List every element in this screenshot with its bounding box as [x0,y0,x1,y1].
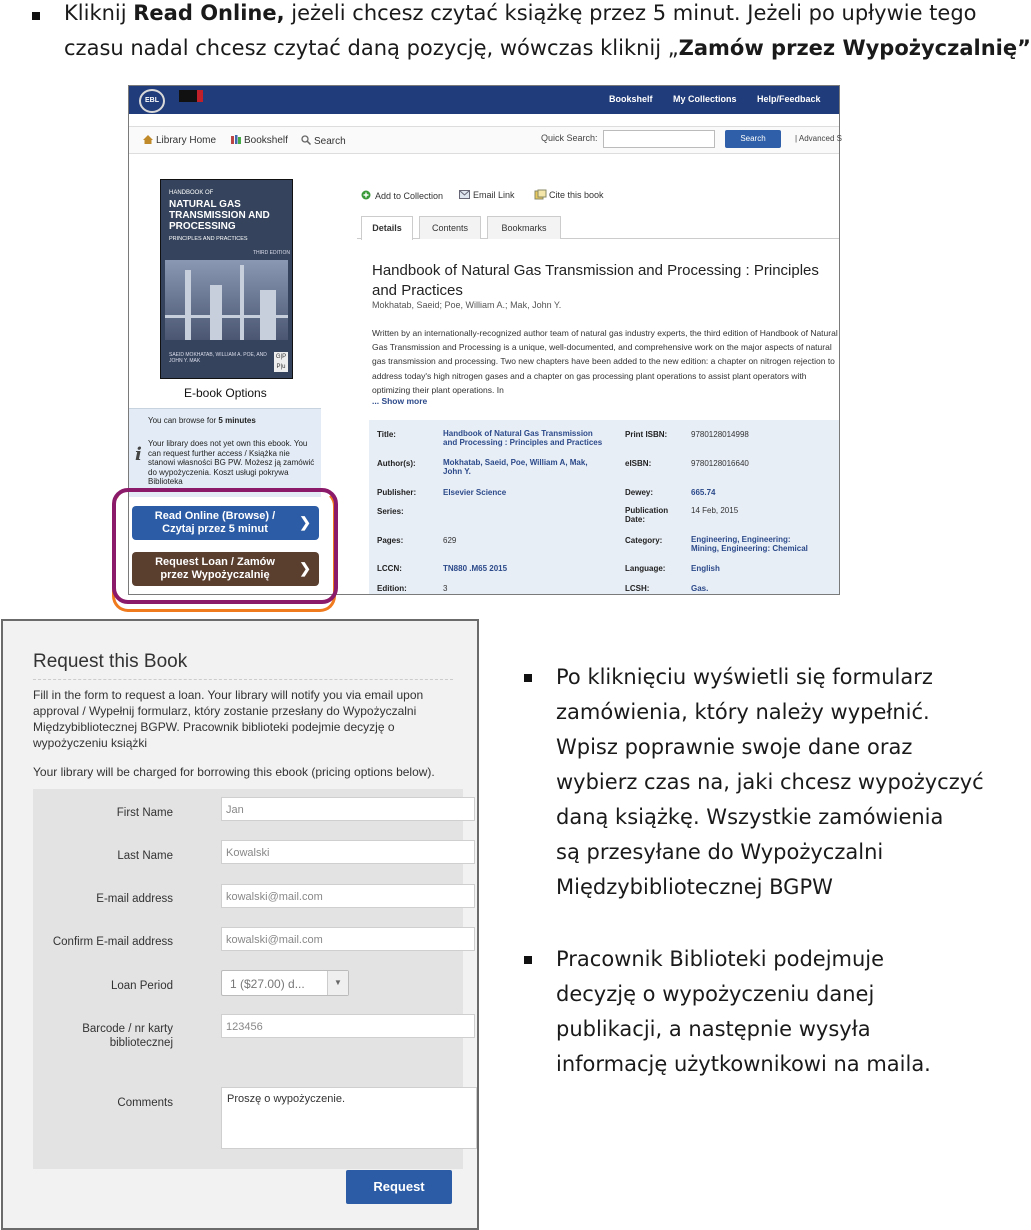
add-icon [361,190,371,199]
paragraph-line: Międzybibliotecznej BGPW [556,875,833,899]
meta-value-pub-date: 14 Feb, 2015 [691,506,739,515]
bookshelf-icon [231,135,240,144]
ebook-options-title: E-book Options [184,386,267,400]
first-name-label: First Name [116,807,173,819]
ebl-top-bar [129,86,839,114]
quick-search-input[interactable] [603,130,715,148]
meta-value-eisbn: 9780128016640 [691,459,749,468]
nav-label: Library Home [156,135,217,146]
meta-value-lcsh[interactable]: Gas. [691,584,709,593]
paragraph-line: Wpisz poprawnie swoje dane oraz [556,735,913,759]
email-icon [459,190,469,199]
email-label: E-mail address [96,893,173,905]
book-authors: Mokhatab, Saeid; Poe, William A.; Mak, John Y. [372,300,562,310]
meta-key: Language: [625,564,666,573]
bullet-marker [524,674,532,682]
highlight-ring-purple [112,488,338,604]
nav-search[interactable] [301,135,346,147]
meta-key: Series: [377,507,404,516]
meta-key: Dewey: [625,488,654,497]
request-form-title: Request this Book [33,651,188,672]
last-name-field[interactable]: Kowalski [221,840,475,864]
paragraph-line: daną książkę. Wszystkie zamówienia [556,805,944,829]
quick-search-label: Quick Search: [541,133,598,143]
meta-key: LCSH: [625,584,650,593]
paragraph-line: informację użytkownikowi na maila. [556,1052,931,1076]
meta-value-language[interactable]: English [691,564,720,573]
intro-line-1 [64,0,977,31]
book-metadata-table [369,420,839,594]
action-label: Cite this book [549,190,604,200]
advanced-search-link[interactable]: | Advanced S [795,134,842,143]
barcode-field[interactable]: 123456 [221,1014,475,1038]
loan-period-select[interactable] [221,970,349,996]
paragraph-line: decyzję o wypożyczeniu danej [556,982,875,1006]
request-loan-label: Request Loan / Zamów przez Wypożyczalnię [155,556,275,581]
charge-notice: Your library will be charged for borrowing this ebook (pricing options below). [33,765,435,779]
request-form-screenshot [1,619,479,1230]
request-form-intro: Fill in the form to request a loan. Your library will notify you via email upon approval / Wypełnij formularz, który zostanie przesłany do Wypożyczalni Międzybibliotecznej BGPW. Pracownik biblioteki podejmie decyzję o wypożyczeniu książki [33,688,424,750]
meta-key: eISBN: [625,459,652,468]
last-name-label: Last Name [117,850,173,862]
form-panel [33,789,463,1169]
nav-library-home[interactable] [143,135,216,146]
top-link-bookshelf[interactable]: Bookshelf [609,94,653,104]
meta-key: Category: [625,536,663,545]
barcode-label: Barcode / nr karty bibliotecznej [82,1023,173,1049]
meta-value-authors [443,458,588,476]
email-link[interactable] [459,190,515,200]
meta-value-publisher[interactable]: Elsevier Science [443,488,507,497]
intro-text: jeżeli chcesz czytać książkę przez 5 minut. Jeżeli po upływie tego [284,1,977,25]
meta-value-lccn[interactable]: TN880 .M65 2015 [443,564,508,573]
cover-authors: SAEID MOKHATAB, WILLIAM A. POE, AND JOHN Y. MAK [169,352,267,364]
book-title: Handbook of Natural Gas Transmission and Processing : Principles and Practices [372,262,819,299]
meta-line: and Processing : Principles and Practices [443,438,603,447]
chevron-down-icon: ▼ [327,971,348,995]
intro-bold-read-online: Read Online, [133,1,285,25]
meta-line: Mining, Engineering: Chemical [691,544,808,553]
meta-key: Pages: [377,536,404,545]
meta-value-pages: 629 [443,536,457,545]
divider [33,679,453,680]
meta-value-edition: 3 [443,584,448,593]
loan-period-label: Loan Period [110,980,173,992]
meta-key: Print ISBN: [625,430,668,439]
browse-text: You can browse for [148,416,219,425]
cover-title [169,188,289,245]
chevron-right-icon: ❯ [299,560,311,576]
top-link-help[interactable]: Help/Feedback [757,94,821,104]
intro-text: Kliknij [64,1,134,25]
meta-line: Engineering, Engineering: [691,535,791,544]
cite-icon [535,190,545,199]
intro-paragraph [64,0,1031,66]
home-icon [143,135,152,144]
paragraph-line: zamówienia, który należy wypełnić. [556,700,930,724]
publisher-mark: G|P P|u [275,354,287,370]
meta-line: Mokhatab, Saeid, Poe, William A, Mak, [443,458,588,467]
publisher-logo [179,90,203,102]
confirm-email-label: Confirm E-mail address [52,936,173,948]
bullet-marker [524,956,532,964]
paragraph-line: Pracownik Biblioteki podejmuje [556,947,885,971]
meta-value-print-isbn: 9780128014998 [691,430,749,439]
access-notice: Your library does not yet own this ebook. You can request further access / Książka nie stanowi własności BG PW. Możesz ją zamówić do wypożyczenia. Koszt usługi pokrywa Biblioteka [148,439,315,486]
ebl-nav-bar [129,126,842,154]
intro-line-2 [64,31,1031,66]
intro-text: czasu nadal chcesz czytać daną pozycję, wówczas kliknij „ [64,36,679,60]
meta-value-dewey[interactable]: 665.74 [691,488,716,497]
nav-label: Bookshelf [244,135,288,146]
details-tabs [357,216,839,239]
cover-subtitle: PRINCIPLES AND PRACTICES [169,236,248,242]
form-instructions-paragraph [556,660,984,905]
browse-notice [148,416,316,426]
paragraph-line: wybierz czas na, jaki chcesz wypożyczyć [556,770,984,794]
nav-label: Search [314,136,346,147]
request-submit-button[interactable]: Request [346,1170,452,1204]
cover-edition: THIRD EDITION [253,250,290,256]
ebl-logo: EBL [139,89,165,113]
action-label: Email Link [473,190,515,200]
search-icon [301,135,310,144]
meta-line: Publication [625,506,669,515]
cover-image [165,260,288,340]
meta-key: Edition: [377,584,407,593]
paragraph-line: są przesyłane do Wypożyczalni [556,840,884,864]
librarian-decision-paragraph [556,942,960,1082]
first-name-field[interactable]: Jan [221,797,475,821]
meta-key: Author(s): [377,459,416,468]
cover-line: HANDBOOK OF [169,190,214,196]
cite-book-link[interactable] [535,190,604,200]
add-to-collection-link[interactable] [361,190,443,201]
book-description: Written by an internationally-recognized author team of natural gas industry experts, the third edition of Handbook of Natural Gas Transmission and Processing is a unique, well-documented, and comprehensive work on the major aspects of natural gas transmission and processing. Two new chapters have been added to the new edition: a chapter on nitrogen rejection to address today's high nitrogen gases and a chapter on gas processing plant operations to assist plant operators with optimizing their plant operations. In [372,328,838,395]
browse-duration: 5 minutes [218,416,256,425]
action-label: Add to Collection [375,191,444,201]
paragraph-line: Po kliknięciu wyświetli się formularz [556,665,933,689]
quick-search-button[interactable]: Search [725,130,781,148]
cover-main-title: NATURAL GAS TRANSMISSION AND PROCESSING [169,199,270,232]
tab-contents[interactable]: Contents [419,216,481,239]
intro-bold-order: Zamów przez Wypożyczalnię” [678,36,1031,60]
meta-line: Handbook of Natural Gas Transmission [443,429,593,438]
nav-bookshelf[interactable] [231,135,288,146]
meta-key [625,506,668,524]
book-cover [160,179,293,379]
meta-value-category[interactable] [691,535,808,553]
loan-period-value: 1 ($27.00) d... [230,977,305,991]
tab-details[interactable]: Details [361,216,413,240]
meta-line: John Y. [443,467,471,476]
top-link-my-collections[interactable]: My Collections [673,94,737,104]
confirm-email-field[interactable]: kowalski@mail.com [221,927,475,951]
bullet-marker [32,12,40,20]
meta-line: Date: [625,515,646,524]
meta-value-title [443,429,602,447]
meta-key: Publisher: [377,488,417,497]
paragraph-line: publikacji, a następnie wysyła [556,1017,871,1041]
tab-bookmarks[interactable]: Bookmarks [487,216,561,239]
email-field[interactable]: kowalski@mail.com [221,884,475,908]
meta-key: Title: [377,430,396,439]
info-icon: i [135,444,142,465]
chevron-right-icon: ❯ [299,514,311,530]
meta-key: LCCN: [377,564,402,573]
comments-label: Comments [117,1097,173,1109]
show-more-link[interactable]: ... Show more [372,396,428,406]
read-online-label: Read Online (Browse) / Czytaj przez 5 minut [154,510,276,535]
comments-field[interactable]: Proszę o wypożyczenie. [221,1087,477,1149]
